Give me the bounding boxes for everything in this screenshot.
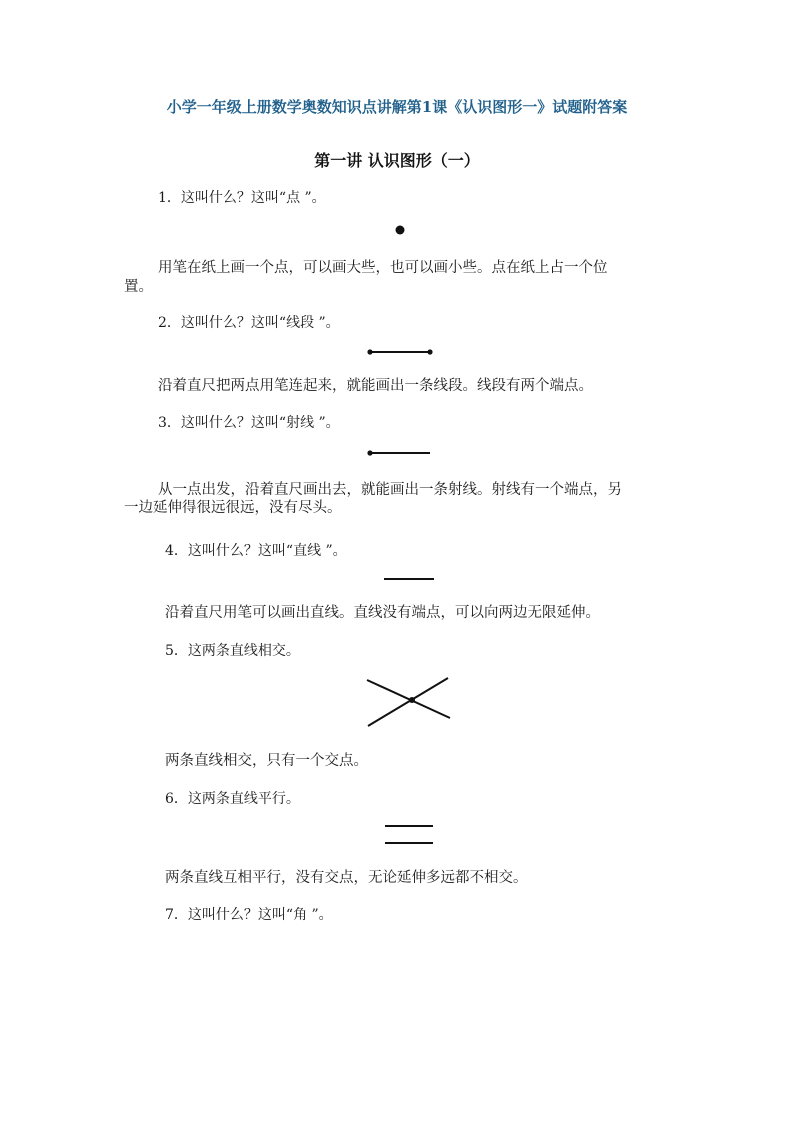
intersecting-lines-figure	[364, 676, 454, 730]
document-title: 小学一年级上册数学奥数知识点讲解第1课《认识图形一》试题附答案	[166, 98, 628, 116]
question-6: 6．这两条直线平行。	[165, 791, 300, 807]
question-5: 5．这两条直线相交。	[165, 643, 300, 659]
description-3-line-2: 一边延伸得很远很远，没有尽头。	[124, 500, 342, 516]
description-6: 两条直线互相平行，没有交点，无论延伸多远都不相交。	[165, 870, 528, 886]
description-1-line-2: 置。	[124, 279, 153, 295]
description-5: 两条直线相交，只有一个交点。	[165, 753, 368, 769]
question-4: 4．这叫什么？这叫“直线 ”。	[165, 543, 347, 559]
parallel-lines-figure	[383, 822, 435, 848]
description-3-line-1: 从一点出发，沿着直尺画出去，就能画出一条射线。射线有一个端点，另	[158, 482, 622, 498]
question-7: 7．这叫什么？这叫“角 ”。	[165, 907, 333, 923]
description-4: 沿着直尺用笔可以画出直线。直线没有端点，可以向两边无限延伸。	[165, 605, 600, 621]
question-3: 3．这叫什么？这叫“射线 ”。	[158, 415, 340, 431]
ray-figure	[366, 447, 436, 459]
straight-line-figure	[382, 574, 436, 584]
question-1: 1．这叫什么？这叫“点 ”。	[158, 190, 326, 206]
question-2: 2．这叫什么？这叫“线段 ”。	[158, 315, 340, 331]
description-2: 沿着直尺把两点用笔连起来，就能画出一条线段。线段有两个端点。	[158, 378, 593, 394]
point-figure	[394, 224, 406, 236]
line-segment-figure	[366, 346, 436, 358]
description-1-line-1: 用笔在纸上画一个点，可以画大些，也可以画小些。点在纸上占一个位	[158, 260, 608, 276]
lecture-title: 第一讲 认识图形（一）	[314, 151, 480, 170]
